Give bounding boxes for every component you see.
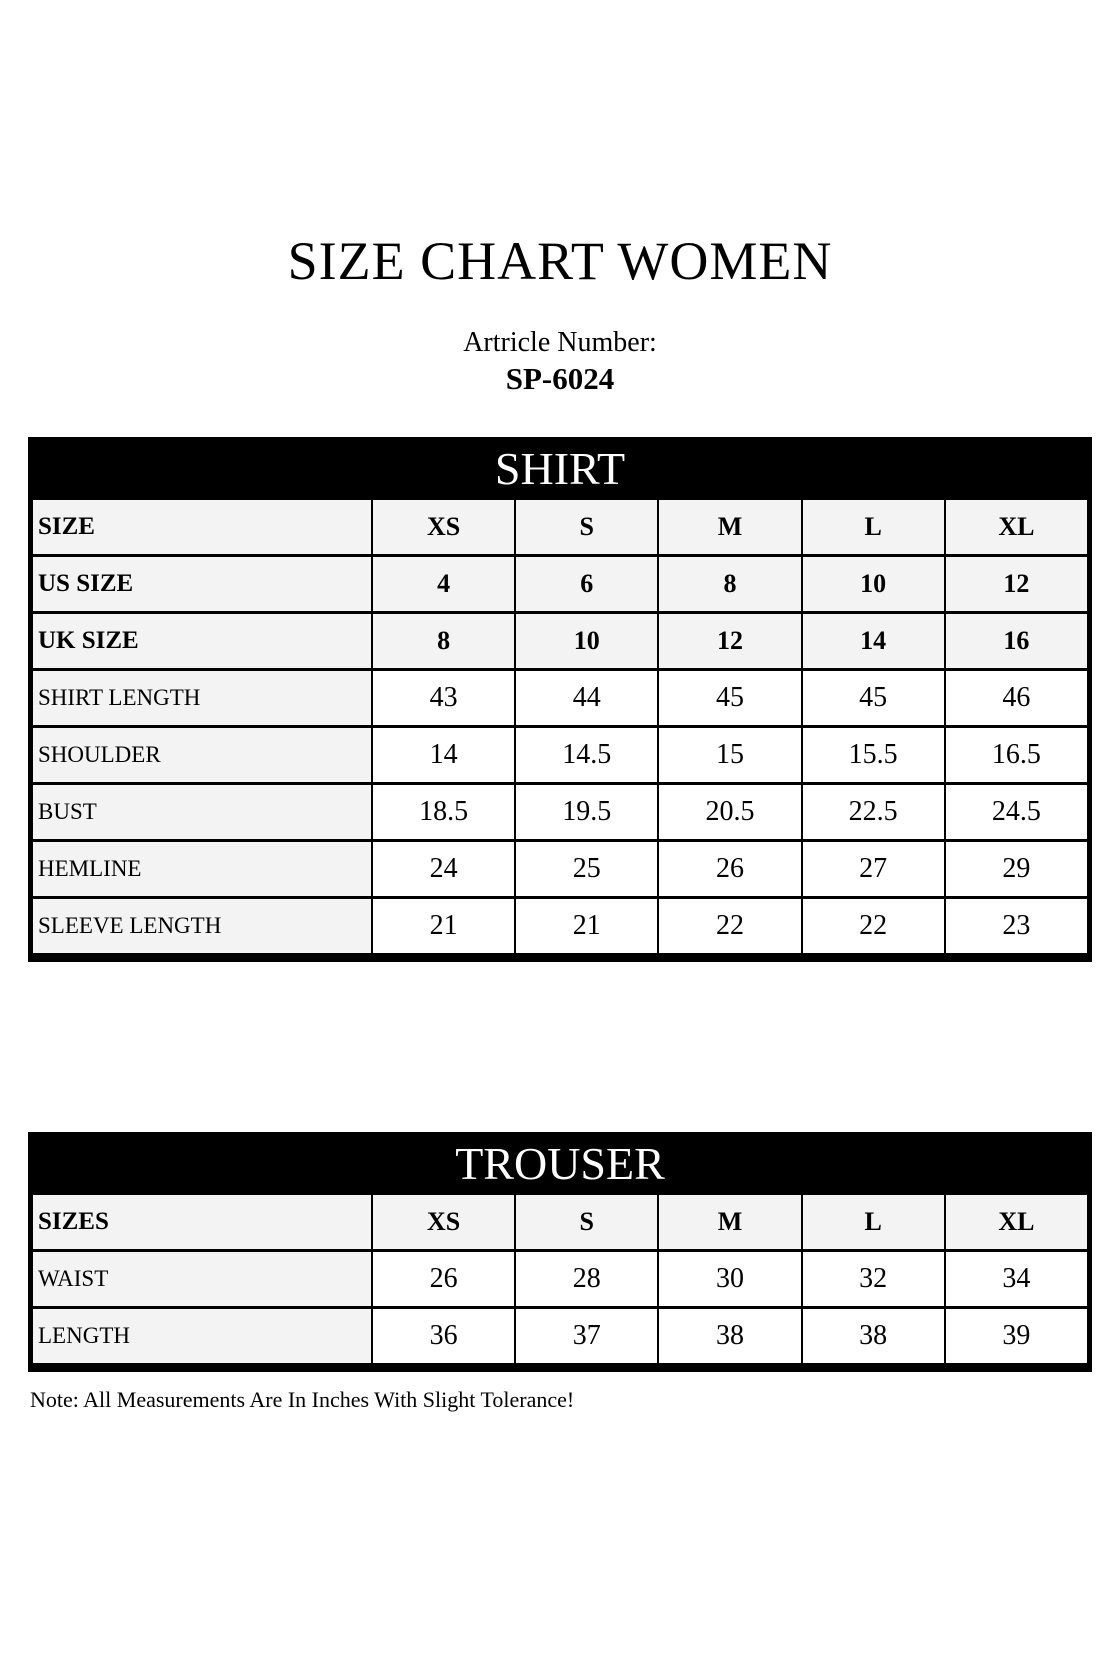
article-number-value: SP-6024	[505, 361, 615, 396]
table-row	[32, 670, 1088, 727]
cell-value: 38	[658, 1308, 801, 1365]
cell-value: 34	[945, 1251, 1088, 1308]
page-title: SIZE CHART WOMEN	[287, 231, 833, 291]
trouser-table-title: TROUSER	[31, 1135, 1089, 1192]
cell-value: 21	[372, 898, 515, 955]
shirt-size-grid	[31, 497, 1089, 956]
cell-value: 24.5	[945, 784, 1088, 841]
row-label: SIZE	[32, 499, 372, 556]
table-row	[32, 898, 1088, 955]
table-row	[32, 841, 1088, 898]
cell-value: 18.5	[372, 784, 515, 841]
table-row	[32, 613, 1088, 670]
cell-value: 12	[945, 556, 1088, 613]
cell-value: 16.5	[945, 727, 1088, 784]
cell-value: 22.5	[802, 784, 945, 841]
trouser-size-table	[28, 1132, 1092, 1372]
cell-value: 26	[658, 841, 801, 898]
cell-value: 14.5	[515, 727, 658, 784]
cell-value: S	[515, 1194, 658, 1251]
cell-value: 15	[658, 727, 801, 784]
row-label: UK SIZE	[32, 613, 372, 670]
table-row	[32, 1251, 1088, 1308]
measurement-note: Note: All Measurements Are In Inches With Slight Tolerance!	[30, 1387, 575, 1412]
cell-value: L	[802, 499, 945, 556]
shirt-size-table	[28, 437, 1092, 962]
cell-value: 39	[945, 1308, 1088, 1365]
cell-value: 21	[515, 898, 658, 955]
cell-value: 28	[515, 1251, 658, 1308]
cell-value: 10	[515, 613, 658, 670]
row-label: SHOULDER	[32, 727, 372, 784]
cell-value: 19.5	[515, 784, 658, 841]
cell-value: M	[658, 1194, 801, 1251]
cell-value: 14	[802, 613, 945, 670]
shirt-table-title: SHIRT	[31, 440, 1089, 497]
cell-value: 22	[658, 898, 801, 955]
cell-value: 24	[372, 841, 515, 898]
cell-value: 22	[802, 898, 945, 955]
cell-value: 38	[802, 1308, 945, 1365]
cell-value: L	[802, 1194, 945, 1251]
cell-value: 12	[658, 613, 801, 670]
cell-value: 43	[372, 670, 515, 727]
table-row	[32, 499, 1088, 556]
table-row	[32, 556, 1088, 613]
cell-value: 44	[515, 670, 658, 727]
article-number-label: Artricle Number:	[463, 327, 657, 358]
cell-value: S	[515, 499, 658, 556]
row-label: US SIZE	[32, 556, 372, 613]
table-row	[32, 784, 1088, 841]
cell-value: 32	[802, 1251, 945, 1308]
cell-value: 6	[515, 556, 658, 613]
cell-value: 4	[372, 556, 515, 613]
cell-value: 46	[945, 670, 1088, 727]
cell-value: 45	[658, 670, 801, 727]
trouser-size-grid	[31, 1192, 1089, 1366]
cell-value: 8	[372, 613, 515, 670]
trouser-table-body	[32, 1194, 1088, 1365]
cell-value: 27	[802, 841, 945, 898]
cell-value: XS	[372, 499, 515, 556]
cell-value: XL	[945, 499, 1088, 556]
row-label: SIZES	[32, 1194, 372, 1251]
shirt-table-body	[32, 499, 1088, 955]
cell-value: 20.5	[658, 784, 801, 841]
cell-value: M	[658, 499, 801, 556]
cell-value: 25	[515, 841, 658, 898]
cell-value: 37	[515, 1308, 658, 1365]
cell-value: 15.5	[802, 727, 945, 784]
cell-value: 14	[372, 727, 515, 784]
cell-value: 26	[372, 1251, 515, 1308]
table-row	[32, 1194, 1088, 1251]
cell-value: 8	[658, 556, 801, 613]
row-label: WAIST	[32, 1251, 372, 1308]
cell-value: 23	[945, 898, 1088, 955]
cell-value: 16	[945, 613, 1088, 670]
cell-value: XL	[945, 1194, 1088, 1251]
cell-value: 10	[802, 556, 945, 613]
table-row	[32, 727, 1088, 784]
cell-value: 30	[658, 1251, 801, 1308]
row-label: SHIRT LENGTH	[32, 670, 372, 727]
cell-value: 36	[372, 1308, 515, 1365]
cell-value: XS	[372, 1194, 515, 1251]
row-label: LENGTH	[32, 1308, 372, 1365]
cell-value: 45	[802, 670, 945, 727]
table-row	[32, 1308, 1088, 1365]
row-label: SLEEVE LENGTH	[32, 898, 372, 955]
row-label: BUST	[32, 784, 372, 841]
row-label: HEMLINE	[32, 841, 372, 898]
cell-value: 29	[945, 841, 1088, 898]
